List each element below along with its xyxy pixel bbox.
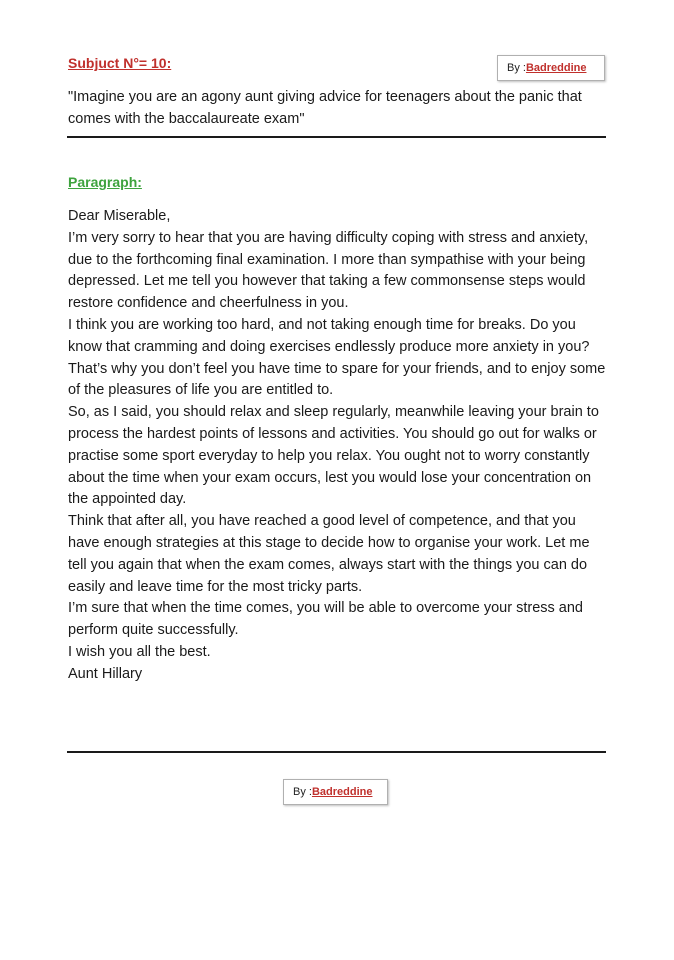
section-heading: Paragraph:	[68, 174, 142, 190]
letter-paragraph: I’m sure that when the time comes, you will be able to overcome your stress and perform quite successfully.	[68, 600, 583, 639]
bottom-divider	[67, 751, 606, 753]
letter-paragraph: Think that after all, you have reached a good level of competence, and that you have enough strategies at this stage to decide how to organise your work. Let me tell you again that when the exam comes, always start with the things you can do easily and leave time for the most tricky parts.	[68, 513, 590, 595]
letter-signature: Aunt Hillary	[68, 665, 143, 682]
letter-body	[68, 206, 608, 686]
essay-prompt: "Imagine you are an agony aunt giving advice for teenagers about the panic that comes with the baccalaureate exam"	[68, 89, 582, 127]
subject-title: Subjuct N°= 10:	[68, 55, 172, 71]
letter-closing: I wish you all the best.	[68, 643, 211, 660]
letter-paragraph: I’m very sorry to hear that you are having difficulty coping with stress and anxiety, due to the forthcoming final examination. I more than sympathise with your being depressed. Let me tell you however that taking a few commonsense steps would restore confidence and cheerfulness in you.	[68, 229, 589, 312]
footer-credit-author: Badreddine	[311, 786, 373, 798]
letter-paragraph: I think you are working too hard, and not taking enough time for breaks. Do you know that cramming and doing exercises endlessly produce more anxiety in you? That’s why you don’t feel you have time to spare for your friends, and to enjoy some of the pleasures of life you are entitled to.	[68, 316, 606, 399]
letter-greeting: Dear Miserable,	[68, 208, 171, 224]
letter-paragraph: So, as I said, you should relax and sleep regularly, meanwhile leaving your brain to process the hardest points of lessons and activities. You should go out for walks or practise some sport everyday to help you relax. You ought not to worry constantly about the time when your exam occurs, lest you would lose your concentration on the appointed day.	[68, 404, 599, 508]
footer-credit-box	[283, 779, 388, 805]
author-credit-box	[497, 55, 605, 81]
credit-author: Badreddine	[525, 62, 587, 74]
credit-prefix: By :	[507, 62, 526, 74]
top-divider	[67, 136, 606, 138]
footer-credit-prefix: By :	[293, 786, 312, 798]
